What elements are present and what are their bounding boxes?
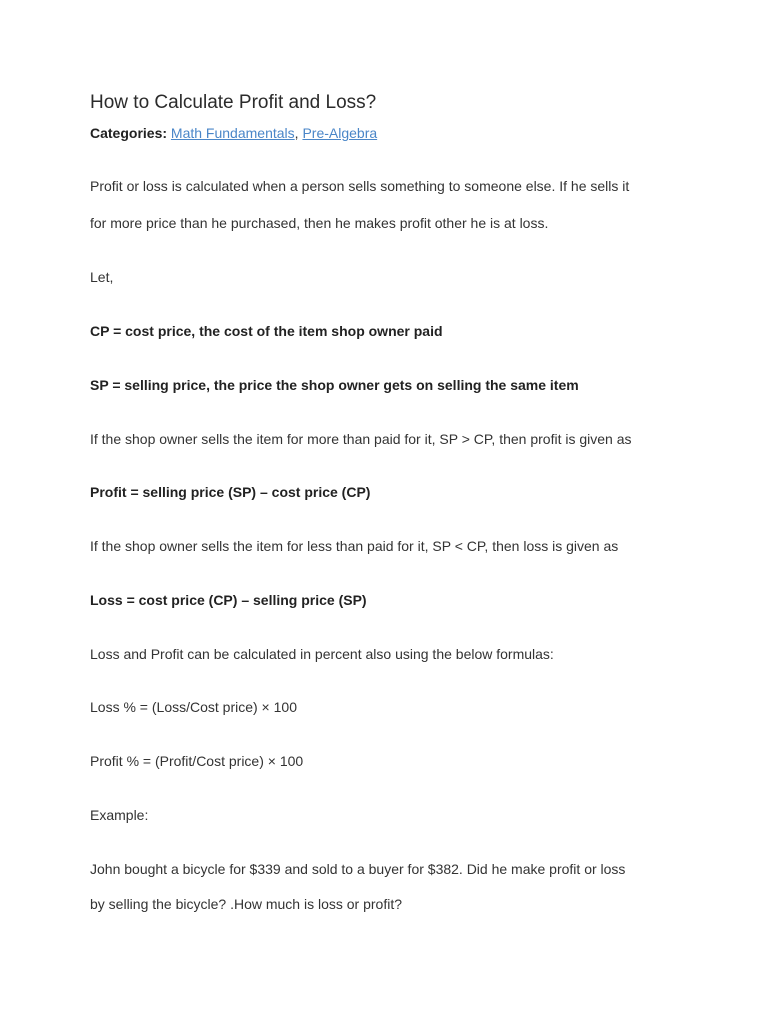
loss-formula: Loss = cost price (CP) – selling price (SP): [90, 592, 367, 608]
categories-label: Categories:: [90, 125, 168, 141]
loss-percent-formula: Loss % = (Loss/Cost price) × 100: [90, 699, 297, 715]
cp-definition: CP = cost price, the cost of the item shop owner paid: [90, 323, 443, 339]
category-separator: ,: [294, 125, 303, 141]
example-line-1: John bought a bicycle for $339 and sold to a buyer for $382. Did he make profit or loss: [90, 861, 626, 877]
categories-line: [90, 125, 377, 141]
intro-line-1: Profit or loss is calculated when a person sells something to someone else. If he sells it: [90, 178, 630, 194]
profit-condition: If the shop owner sells the item for more than paid for it, SP > CP, then profit is given as: [90, 431, 632, 447]
page-title: How to Calculate Profit and Loss?: [90, 92, 377, 113]
category-link-pre-algebra[interactable]: Pre-Algebra: [302, 125, 378, 141]
category-link-math-fundamentals[interactable]: Math Fundamentals: [170, 125, 295, 141]
sp-definition: SP = selling price, the price the shop owner gets on selling the same item: [90, 377, 579, 393]
profit-percent-formula: Profit % = (Profit/Cost price) × 100: [90, 753, 304, 769]
percent-intro: Loss and Profit can be calculated in percent also using the below formulas:: [90, 646, 554, 662]
intro-line-2: for more price than he purchased, then he makes profit other he is at loss.: [90, 215, 549, 231]
example-line-2: by selling the bicycle? .How much is loss or profit?: [90, 896, 403, 912]
profit-formula: Profit = selling price (SP) – cost price (CP): [90, 484, 371, 500]
example-label: Example:: [90, 807, 149, 823]
loss-condition: If the shop owner sells the item for less than paid for it, SP < CP, then loss is given as: [90, 538, 619, 554]
let-text: Let,: [90, 269, 114, 285]
